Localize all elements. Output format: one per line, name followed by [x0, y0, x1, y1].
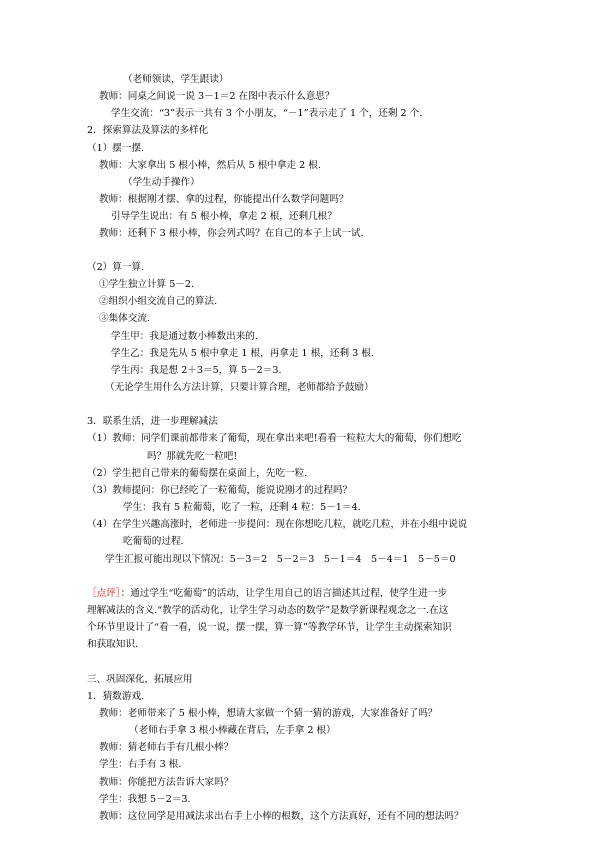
text-line: 学生乙：我是先从 5 根中拿走 1 根，再拿走 1 根，还剩 3 根.: [111, 348, 374, 359]
text-line: （学生动手操作）: [123, 177, 200, 188]
text-line: （2）算一算.: [87, 262, 145, 273]
text-line: 教师：你能把方法告诉大家吗？: [99, 777, 234, 788]
section-heading: 3．联系生活，进一步理解减法: [87, 416, 218, 427]
text-line: ③集体交流.: [99, 313, 151, 324]
text-line: （2）学生把自己带来的葡萄摆在桌面上，先吃一粒.: [87, 468, 308, 479]
text-line: （4）在学生兴趣高涨时，老师进一步提问：现在你想吃几粒，就吃几粒，并在小组中说说: [87, 519, 468, 530]
text-line: 学生甲：我是通过数小棒数出来的.: [111, 331, 258, 342]
comment-line: [87, 589, 447, 599]
text-line: 吗？那就先吃一粒吧!: [147, 451, 238, 462]
text-line: ②组织小组交流自己的算法.: [99, 296, 218, 307]
text-line: （老师右手拿 3 根小棒藏在背后，左手拿 2 根）: [129, 725, 336, 736]
section-heading: 三、巩固深化，拓展应用: [87, 674, 193, 685]
text-line: 教师：大家拿出 5 根小棒，然后从 5 根中拿走 2 根.: [99, 160, 321, 171]
text-line: （无论学生用什么方法计算，只要计算合理，老师都给予鼓励）: [105, 382, 374, 393]
text-line: 学生交流：“3”表示一共有 3 个小朋友，“－1”表示走了 1 个，还剩 2 个.: [111, 108, 423, 119]
text-line: 教师：这位同学是用减法求出右手上小棒的根数，这个方法真好，还有不同的想法吗？: [99, 811, 464, 822]
comment-text: ：通过学生“吃葡萄”的活动，让学生用自己的语言描述其过程，使学生进一步: [120, 588, 447, 599]
text-line: 教师：猜老师右手有几根小棒？: [99, 742, 234, 753]
text-line: （1）摆一摆.: [87, 143, 145, 154]
text-line: 引导学生说出：有 5 根小棒，拿走 2 根，还剩几根？: [111, 211, 337, 222]
text-line: 学生汇报可能出现以下情况：5－3＝2 5－2＝3 5－1＝4 5－4＝1 5－5＝0: [105, 554, 456, 565]
text-line: 1．猜数游戏.: [87, 691, 145, 702]
text-line: 理解减法的含义.“教学的活动化，让学生学习动态的数学”是数学新课程观念之一.在这: [87, 605, 449, 616]
text-line: （老师领读，学生跟读）: [123, 74, 229, 85]
text-line: 学生：右手有 3 根.: [99, 759, 182, 770]
text-line: 和获取知识.: [87, 639, 139, 650]
text-line: 学生：我想 5－2＝3.: [99, 794, 191, 805]
text-line: 教师：根据刚才摆、拿的过程，你能提出什么数学问题吗？: [99, 194, 349, 205]
text-line: 教师：老师带来了 5 根小棒，想请大家做一个猜一猜的游戏，大家准备好了吗？: [99, 708, 438, 719]
text-line: 学生：我有 5 粒葡萄，吃了一粒，还剩 4 粒：5－1＝4.: [123, 502, 361, 513]
text-line: 个环节里设计了“看一看，说一说，摆一摆，算一算”等教学环节，让学生主动探索知识: [87, 622, 452, 633]
section-heading: 2．探索算法及算法的多样化: [87, 125, 209, 136]
text-line: 吃葡萄的过程.: [123, 536, 184, 547]
text-line: （1）教师：同学们课前都带来了葡萄，现在拿出来吧!看看一粒粒大大的葡萄，你们想吃: [87, 433, 462, 444]
text-line: 教师：还剩下 3 根小棒，你会列式吗？在自己的本子上试一试.: [99, 228, 364, 239]
comment-label: ［点评］: [87, 588, 121, 599]
text-line: ①学生独立计算 5－2.: [99, 279, 195, 290]
text-line: 教师：同桌之间说一说 3－1＝2 在图中表示什么意思？: [99, 91, 335, 102]
text-line: （3）教师提问：你已经吃了一粒葡萄，能说说刚才的过程吗？: [87, 485, 353, 496]
text-line: 学生丙：我是想 2＋3＝5，算 5－2＝3.: [111, 365, 282, 376]
